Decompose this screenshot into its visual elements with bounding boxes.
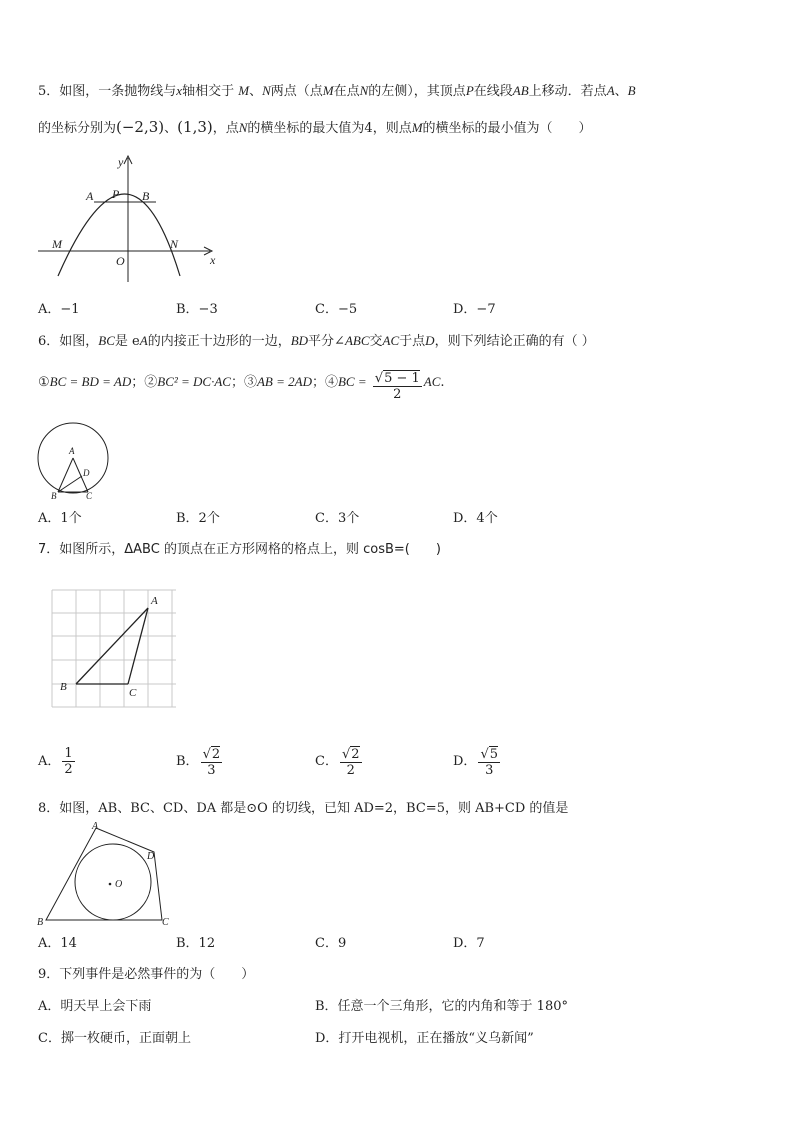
q9-option-a[interactable]: A．明天早上会下雨 [38,999,152,1014]
q5-parabola-figure [30,152,230,287]
q6-option-b[interactable]: B．2个 [176,511,220,526]
q8-option-a[interactable]: A．14 [38,936,77,951]
option-label: D． [453,754,477,769]
option-fraction [478,746,500,778]
option-label: C． [315,754,338,769]
label-C: C [86,491,93,501]
option-fraction [62,746,74,777]
label-C: C [129,687,137,699]
q7-option-c[interactable] [315,744,364,780]
q6-statements: ①BC = BD = AD；②BC² = DC·AC；③AB = 2AD；④BC = $\frac{√5 - 1}{2}$ AC. [38,371,445,402]
q8-tangent-figure [36,822,176,930]
q5-stem-line2: 的坐标分别为(−2,3)、(1,3)，点N的横坐标的最大值为4，则点M的横坐标的最小值为（ ） [38,118,592,136]
option-label: A． [38,754,61,769]
label-O: O [116,254,125,268]
q6-option-d[interactable]: D．4个 [453,511,498,526]
fraction-denominator: 2 [346,762,355,778]
label-A: A [69,446,75,456]
label-A: A [92,821,99,832]
fraction-numerator: √2 [341,746,360,762]
fraction-denominator: 3 [485,762,494,778]
q5-stem-line1: 5．如图，一条抛物线与x轴相交于 M、N两点（点M在点N的左侧），其顶点P在线段AB上移动．若点A、B [38,83,636,99]
q7-option-a[interactable] [38,744,77,780]
q5-option-d[interactable]: D．−7 [453,302,496,317]
label-C: C [162,917,169,928]
fraction-denominator: 3 [207,762,216,778]
q8-option-c[interactable]: C．9 [315,936,347,951]
q9-stem: 9．下列事件是必然事件的为（ ） [38,967,255,982]
q8-option-d[interactable]: D．7 [453,936,485,951]
q8-option-b[interactable]: B．12 [176,936,216,951]
q5-option-b[interactable]: B．−3 [176,302,218,317]
q7-option-b[interactable] [176,744,224,780]
label-N: N [170,237,179,251]
q9-option-b[interactable]: B．任意一个三角形，它的内角和等于 180° [315,999,568,1014]
q7-grid-figure [50,588,180,710]
q9-option-c[interactable]: C．掷一枚硬币，正面朝上 [38,1031,191,1046]
fraction-numerator: √5 [480,746,499,762]
q7-stem: 7．如图所示，ΔABC 的顶点在正方形网格的格点上，则 cosB=( ) [38,542,441,557]
label-B: B [51,491,57,501]
label-x: x [210,253,216,267]
fraction-denominator: 2 [64,762,73,777]
q6-circle-figure [36,420,116,502]
q9-option-d[interactable]: D．打开电视机，正在播放“义乌新闻” [315,1031,534,1046]
label-A: A [151,595,158,607]
fraction-numerator: √2 [202,746,221,762]
label-B: B [60,681,67,693]
q6-stem-line1: 6．如图，BC是 eA的内接正十边形的一边，BD平分∠ABC交AC于点D，则下列结论正确的有（ ） [38,333,595,349]
q5-option-c[interactable]: C．−5 [315,302,358,317]
label-A: A [86,189,94,203]
q8-stem: 8．如图，AB、BC、CD、DA 都是⊙O 的切线，已知 AD=2，BC=5，则 AB+CD 的值是 [38,801,569,816]
label-O: O [115,879,123,890]
label-D: D [83,468,90,478]
q6-option-a[interactable]: A．1个 [38,511,82,526]
fraction-numerator: 1 [64,746,73,761]
label-B: B [37,917,44,928]
label-B: B [142,189,150,203]
option-fraction [340,746,362,778]
label-D: D [147,851,155,862]
label-y: y [118,155,124,169]
q6-fraction: $\frac{√5 - 1}{2}$ [374,371,420,402]
q6-option-c[interactable]: C．3个 [315,511,360,526]
option-fraction [201,746,223,778]
q7-option-d[interactable] [453,744,502,780]
label-P: P [112,187,120,201]
label-M: M [52,237,62,251]
q5-option-a[interactable]: A．−1 [38,302,80,317]
option-label: B． [176,754,199,769]
